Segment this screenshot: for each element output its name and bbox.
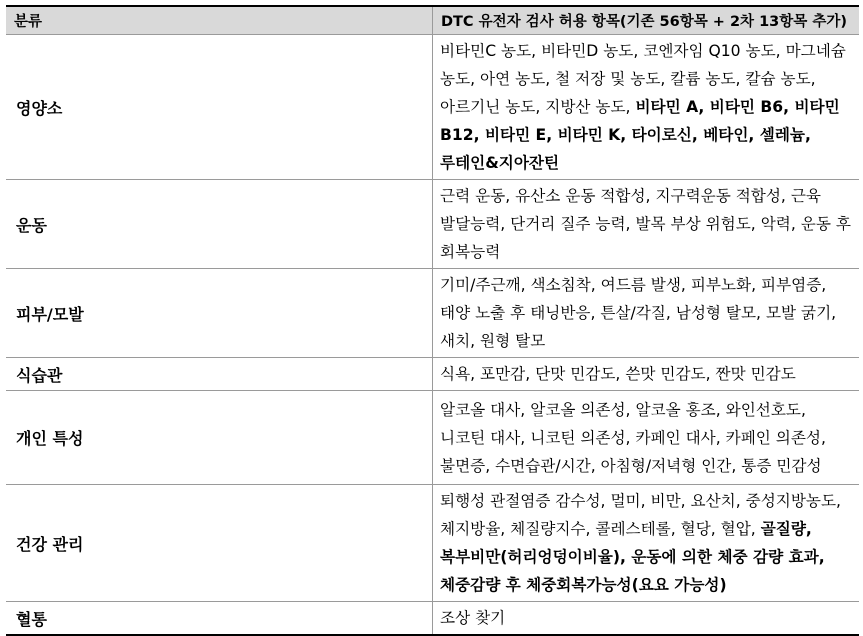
items-text: 조상 찾기 — [440, 609, 506, 627]
table-row — [6, 602, 859, 636]
items-cell — [433, 602, 860, 636]
added-items-text: 골질량, 복부비만(허리엉덩이비율), 운동에 의한 체중 감량 효과, 체중감량 후 체중회복가능성(요요 가능성) — [440, 520, 825, 594]
items-cell — [433, 180, 860, 269]
category-cell: 개인 특성 — [6, 391, 433, 485]
items-cell — [433, 35, 860, 180]
items-text: 근력 운동, 유산소 운동 적합성, 지구력운동 적합성, 근육 발달능력, 단거리 질주 능력, 발목 부상 위험도, 악력, 운동 후 회복능력 — [440, 187, 851, 261]
items-text: 알코올 대사, 알코올 의존성, 알코올 홍조, 와인선호도, 니코틴 대사, 니코틴 의존성, 카페인 대사, 카페인 의존성, 불면증, 수면습관/시간, 아침형/저녁형 인간, 통증 민감성 — [440, 400, 826, 475]
items-text: 기미/주근깨, 색소침착, 여드름 발생, 피부노화, 피부염증, 태양 노출 후 태닝반응, 튼살/각질, 남성형 탈모, 모발 굵기, 새치, 원형 탈모 — [440, 276, 837, 350]
category-cell: 피부/모발 — [6, 269, 433, 358]
items-cell — [433, 391, 860, 485]
header-items: DTC 유전자 검사 허용 항목(기존 56항목 + 2차 13항목 추가) — [433, 6, 860, 35]
items-cell — [433, 358, 860, 391]
header-category: 분류 — [6, 6, 433, 35]
items-cell — [433, 269, 860, 358]
table-header-row — [6, 6, 859, 35]
items-text: 퇴행성 관절염증 감수성, 멀미, 비만, 요산치, 중성지방농도, 체지방율, 체질량지수, 콜레스테롤, 혈당, 혈압, — [440, 492, 841, 538]
category-cell: 영양소 — [6, 35, 433, 180]
table-row — [6, 391, 859, 485]
table-row — [6, 269, 859, 358]
added-items-text: 비타민 A, 비타민 B6, 비타민 B12, 비타민 E, 비타민 K, 타이로신, 베타인, 셀레늄, 루테인&지아잔틴 — [440, 98, 840, 172]
table-row — [6, 35, 859, 180]
items-text: 식욕, 포만감, 단맛 민감도, 쓴맛 민감도, 짠맛 민감도 — [440, 365, 796, 383]
category-cell: 혈통 — [6, 602, 433, 636]
items-text: 비타민C 농도, 비타민D 농도, 코엔자임 Q10 농도, 마그네슘 농도, 아연 농도, 철 저장 및 농도, 칼륨 농도, 칼슘 농도, 아르기닌 농도, 지방산 농도, — [440, 42, 846, 116]
category-cell: 운동 — [6, 180, 433, 269]
category-cell: 건강 관리 — [6, 485, 433, 602]
category-cell: 식습관 — [6, 358, 433, 391]
table-row — [6, 485, 859, 602]
dtc-items-table — [6, 5, 859, 636]
items-cell — [433, 485, 860, 602]
table-row — [6, 180, 859, 269]
table-row — [6, 358, 859, 391]
